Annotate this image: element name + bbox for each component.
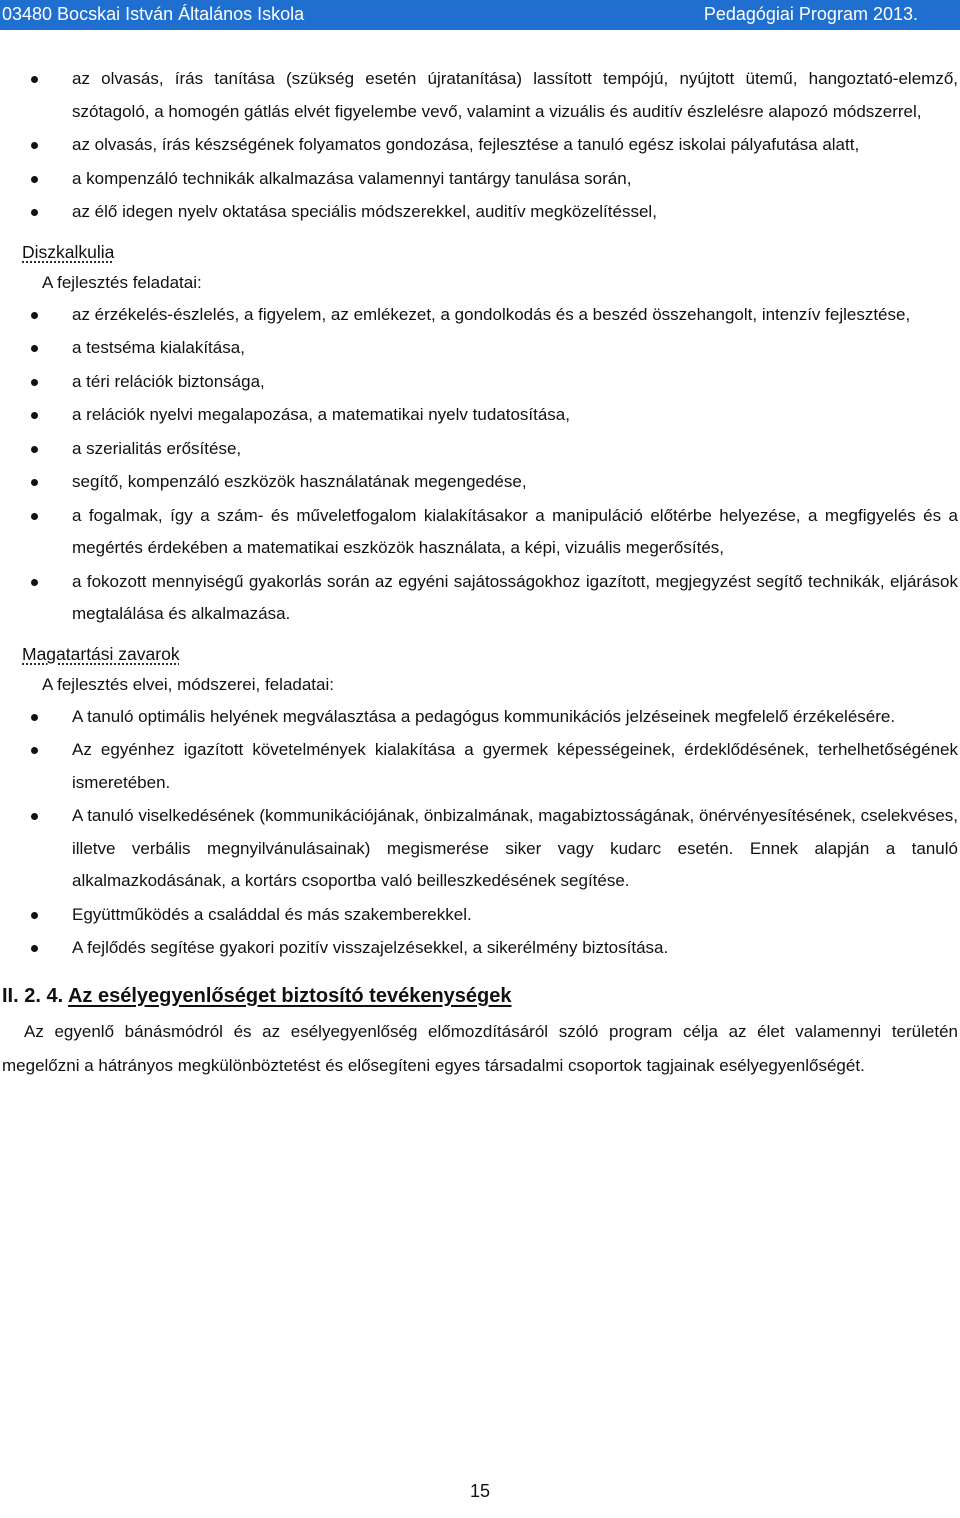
bullet-icon	[31, 379, 38, 386]
list-item: a testséma kialakítása,	[22, 332, 958, 365]
bullet-icon	[31, 142, 38, 149]
bullet-icon	[31, 714, 38, 721]
bullet-icon	[31, 579, 38, 586]
page-header	[0, 0, 960, 30]
bullet-icon	[31, 76, 38, 83]
bullet-icon	[31, 176, 38, 183]
page-content	[2, 63, 958, 1083]
bullet-icon	[31, 412, 38, 419]
list-item: az érzékelés-észlelés, a figyelem, az emlékezet, a gondolkodás és a beszéd összehangolt, intenzív fejlesztése,	[22, 299, 958, 332]
section-heading	[2, 981, 958, 1011]
reading-writing-list	[22, 63, 958, 229]
list-item: Együttműködés a családdal és más szakemberekkel.	[22, 899, 958, 932]
list-item: A tanuló viselkedésének (kommunikációjának, önbizalmának, magabiztosságának, önérvényesítésének, cselekvéses, illetve verbális megnyilvánulásainak) megismerése siker vagy kudarc esetén. Ennek alapján a tanuló alkalmazkodásának, a kortárs csoportba való beilleszkedésének segítése.	[22, 800, 958, 898]
list-item: az olvasás, írás készségének folyamatos gondozása, fejlesztése a tanuló egész iskolai pályafutása alatt,	[22, 129, 958, 162]
list-item: a fokozott mennyiségű gyakorlás során az egyéni sajátosságokhoz igazított, megjegyzést segítő technikák, eljárások megtalálása és alkalmazása.	[22, 566, 958, 631]
list-item: A tanuló optimális helyének megválasztása a pedagógus kommunikációs jelzéseinek megfelelő érzékelésére.	[22, 701, 958, 734]
diszkalkulia-subtitle: A fejlesztés feladatai:	[42, 272, 202, 292]
school-name: 03480 Bocskai István Általános Iskola	[2, 4, 305, 24]
bullet-icon	[31, 446, 38, 453]
list-item: segítő, kompenzáló eszközök használatának megengedése,	[22, 466, 958, 499]
bullet-icon	[31, 747, 38, 754]
bullet-icon	[31, 912, 38, 919]
bullet-icon	[31, 945, 38, 952]
diszkalkulia-list	[22, 299, 958, 631]
magatartasi-subtitle: A fejlesztés elvei, módszerei, feladatai:	[42, 674, 334, 694]
bullet-icon	[31, 345, 38, 352]
list-item: az élő idegen nyelv oktatása speciális módszerekkel, auditív megközelítéssel,	[22, 196, 958, 229]
list-item: Az egyénhez igazított követelmények kialakítása a gyermek képességeinek, érdeklődésének, terhelhetőségének ismeretében.	[22, 734, 958, 799]
magatartasi-heading: Magatartási zavarok	[22, 643, 180, 664]
document-title: Pedagógiai Program 2013.	[703, 4, 918, 24]
bullet-icon	[31, 479, 38, 486]
list-item: a kompenzáló technikák alkalmazása valamennyi tantárgy tanulása során,	[22, 163, 958, 196]
list-item: a szerialitás erősítése,	[22, 433, 958, 466]
list-item: a relációk nyelvi megalapozása, a matematikai nyelv tudatosítása,	[22, 399, 958, 432]
magatartasi-list	[22, 701, 958, 965]
diszkalkulia-heading: Diszkalkulia	[22, 241, 115, 262]
section-number: II. 2. 4.	[2, 984, 64, 1007]
list-item: az olvasás, írás tanítása (szükség esetén újratanítása) lassított tempójú, nyújtott ütemű, hangoztató-elemző, szótagoló, a homogén gátlás elvét figyelembe vevő, valamint a vizuális és auditív észlelésre alapozó módszerrel,	[22, 63, 958, 128]
section-paragraph: Az egyenlő bánásmódról és az esélyegyenlőség előmozdításáról szóló program célja az élet valamennyi területén megelőzni a hátrányos megkülönböztetést és elősegíteni egyes társadalmi csoportok tagjainak esélyegyenlőségét.	[2, 1021, 958, 1075]
list-item: a téri relációk biztonsága,	[22, 366, 958, 399]
list-item: A fejlődés segítése gyakori pozitív visszajelzésekkel, a sikerélmény biztosítása.	[22, 932, 958, 965]
bullet-icon	[31, 209, 38, 216]
bullet-icon	[31, 312, 38, 319]
list-item: a fogalmak, így a szám- és műveletfogalom kialakításakor a manipuláció előtérbe helyezése, a megfigyelés és a megértés érdekében a matematikai eszközök használata, a képi, vizuális megerősítés,	[22, 500, 958, 565]
bullet-icon	[31, 513, 38, 520]
page-number: 15	[469, 1481, 491, 1501]
section-title: Az esélyegyenlőséget biztosító tevékenységek	[67, 984, 512, 1007]
bullet-icon	[31, 813, 38, 820]
